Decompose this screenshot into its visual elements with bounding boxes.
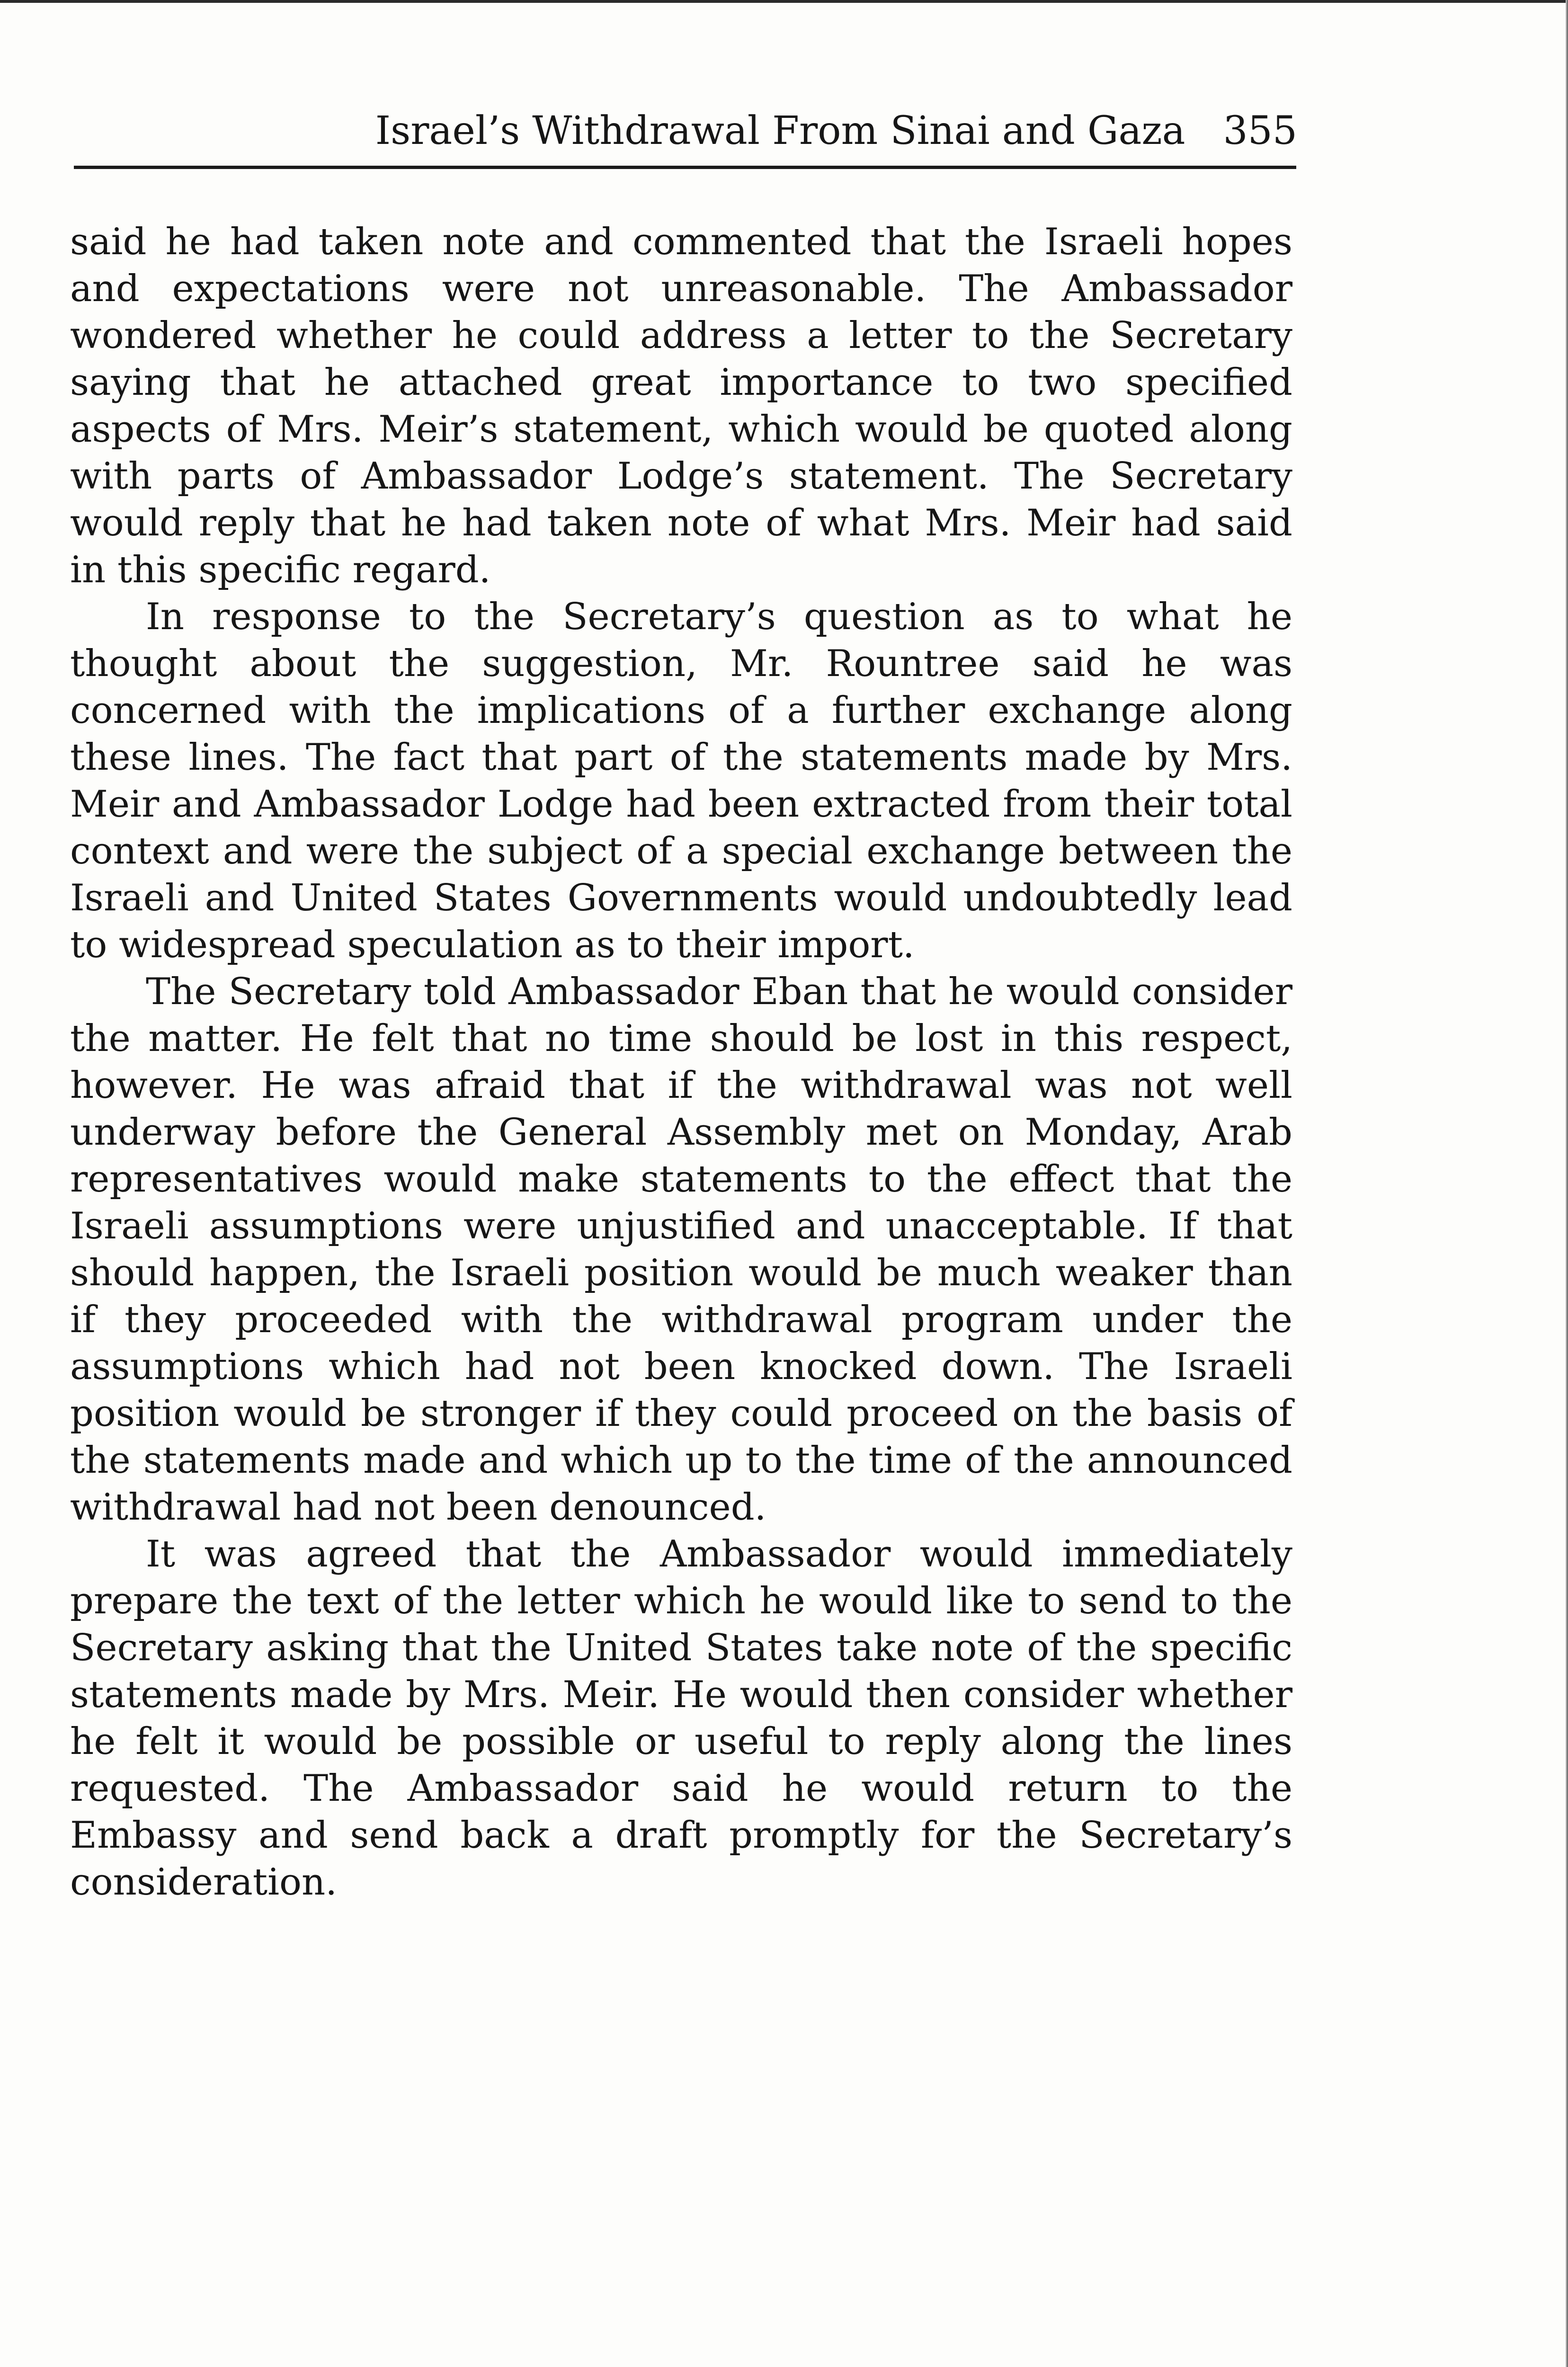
page-number: 355 [1223, 108, 1297, 153]
running-head-title: Israel’s Withdrawal From Sinai and Gaza [375, 108, 1185, 153]
paragraph-3: The Secretary told Ambassador Eban that he would consider the matter. He felt that no time should be lost in this respect, however. He was afraid that if the withdrawal was not well underway before the General Assembly met on Monday, Arab representatives would make statements to the effect that the Israeli assumptions were unjustified and unacceptable. If that should happen, the Israeli position would be much weaker than if they proceeded with the withdrawal program under the assumptions which had not been knocked down. The Israeli position would be stronger if they could proceed on the basis of the statements made and which up to the time of the announced withdrawal had not been denounced. [70, 970, 1292, 1529]
header-rule [74, 166, 1296, 169]
paragraph-2: In response to the Secretary’s question as to what he thought about the suggestion, Mr. Rountree said he was concerned with the implications of a further exchange along these lines. The fact that part of the statements made by Mrs. Meir and Ambassador Lodge had been extracted from their total context and were the subject of a special exchange between the Israeli and United States Governments would undoubtedly lead to widespread speculation as to their import. [70, 596, 1292, 966]
page-right-edge [1566, 0, 1568, 2367]
body-text [70, 219, 1292, 1906]
running-head [375, 108, 1297, 153]
paragraph-1: said he had taken note and commented that the Israeli hopes and expectations were not unreasonable. The Ambassador wondered whether he could address a letter to the Secretary saying that he attached great importance to two specified aspects of Mrs. Meir’s statement, which would be quoted along with parts of Ambassador Lodge’s statement. The Secretary would reply that he had taken note of what Mrs. Meir had said in this specific regard. [70, 221, 1292, 591]
page-top-edge [0, 0, 1568, 3]
paragraph-4: It was agreed that the Ambassador would immediately prepare the text of the letter which he would like to send to the Secretary asking that the United States take note of the specific statements made by Mrs. Meir. He would then consider whether he felt it would be possible or useful to reply along the lines requested. The Ambassador said he would return to the Embassy and send back a draft promptly for the Secretary’s consideration. [70, 1533, 1292, 1904]
